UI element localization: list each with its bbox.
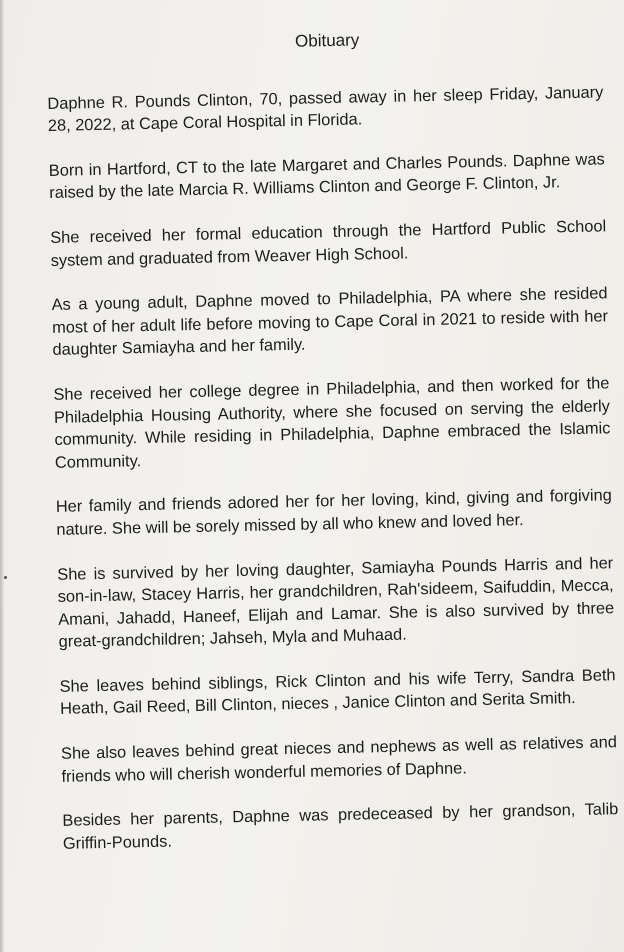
- obituary-text-block: [46, 24, 619, 855]
- paragraph-character: Her family and friends adored her for her loving, kind, giving and forgiving nature. She will be sorely missed by all who knew and loved her.: [55, 486, 612, 539]
- paper-edge: [0, 0, 4, 952]
- paragraph-philadelphia: As a young adult, Daphne moved to Philadelphia, PA where she resided most of her adult life before moving to Cape Coral in 2021 to reside with her daughter Samiayha and her family.: [51, 284, 609, 360]
- paragraph-predeceased: Besides her parents, Daphne was predeceased by her grandson, Talib Griffin-Pounds.: [62, 800, 619, 853]
- paragraph-siblings: She leaves behind siblings, Rick Clinton and his wife Terry, Sandra Beth Heath, Gail Reed, Bill Clinton, nieces , Janice Clinton and Serita Smith.: [59, 666, 616, 719]
- document-title: Obituary: [294, 30, 360, 51]
- paragraph-death-notice: Daphne R. Pounds Clinton, 70, passed away in her sleep Friday, January 28, 2022, at Cape Coral Hospital in Florida.: [47, 82, 604, 136]
- paragraph-extended-family: She also leaves behind great nieces and nephews as well as relatives and friends who will cherish wonderful memories of Daphne.: [60, 733, 618, 786]
- paragraph-birth: Born in Hartford, CT to the late Margaret and Charles Pounds. Daphne was raised by the late Marcia R. Williams Clinton and George F. Clinton, Jr.: [48, 150, 605, 203]
- paragraph-survived-by: She is survived by her loving daughter, Samiayha Pounds Harris and her son-in-law, Stacey Harris, her grandchildren, Rah'sideem, Saifuddin, Mecca, Amani, Jahadd, Haneef, Elijah and Lamar. She is also survived by three great-grandchildren; Jahseh, Myla and Muhaad.: [57, 553, 615, 652]
- paragraph-education: She received her formal education through the Hartford Public School system and graduated from Weaver High School.: [50, 217, 607, 270]
- margin-dot: [4, 576, 7, 579]
- paragraph-career: She received her college degree in Philadelphia, and then worked for the Philadelphia Housing Authority, where she focused on serving the elderly community. While residing in Philadelphia, Daphne embraced the Islamic Community.: [53, 374, 611, 472]
